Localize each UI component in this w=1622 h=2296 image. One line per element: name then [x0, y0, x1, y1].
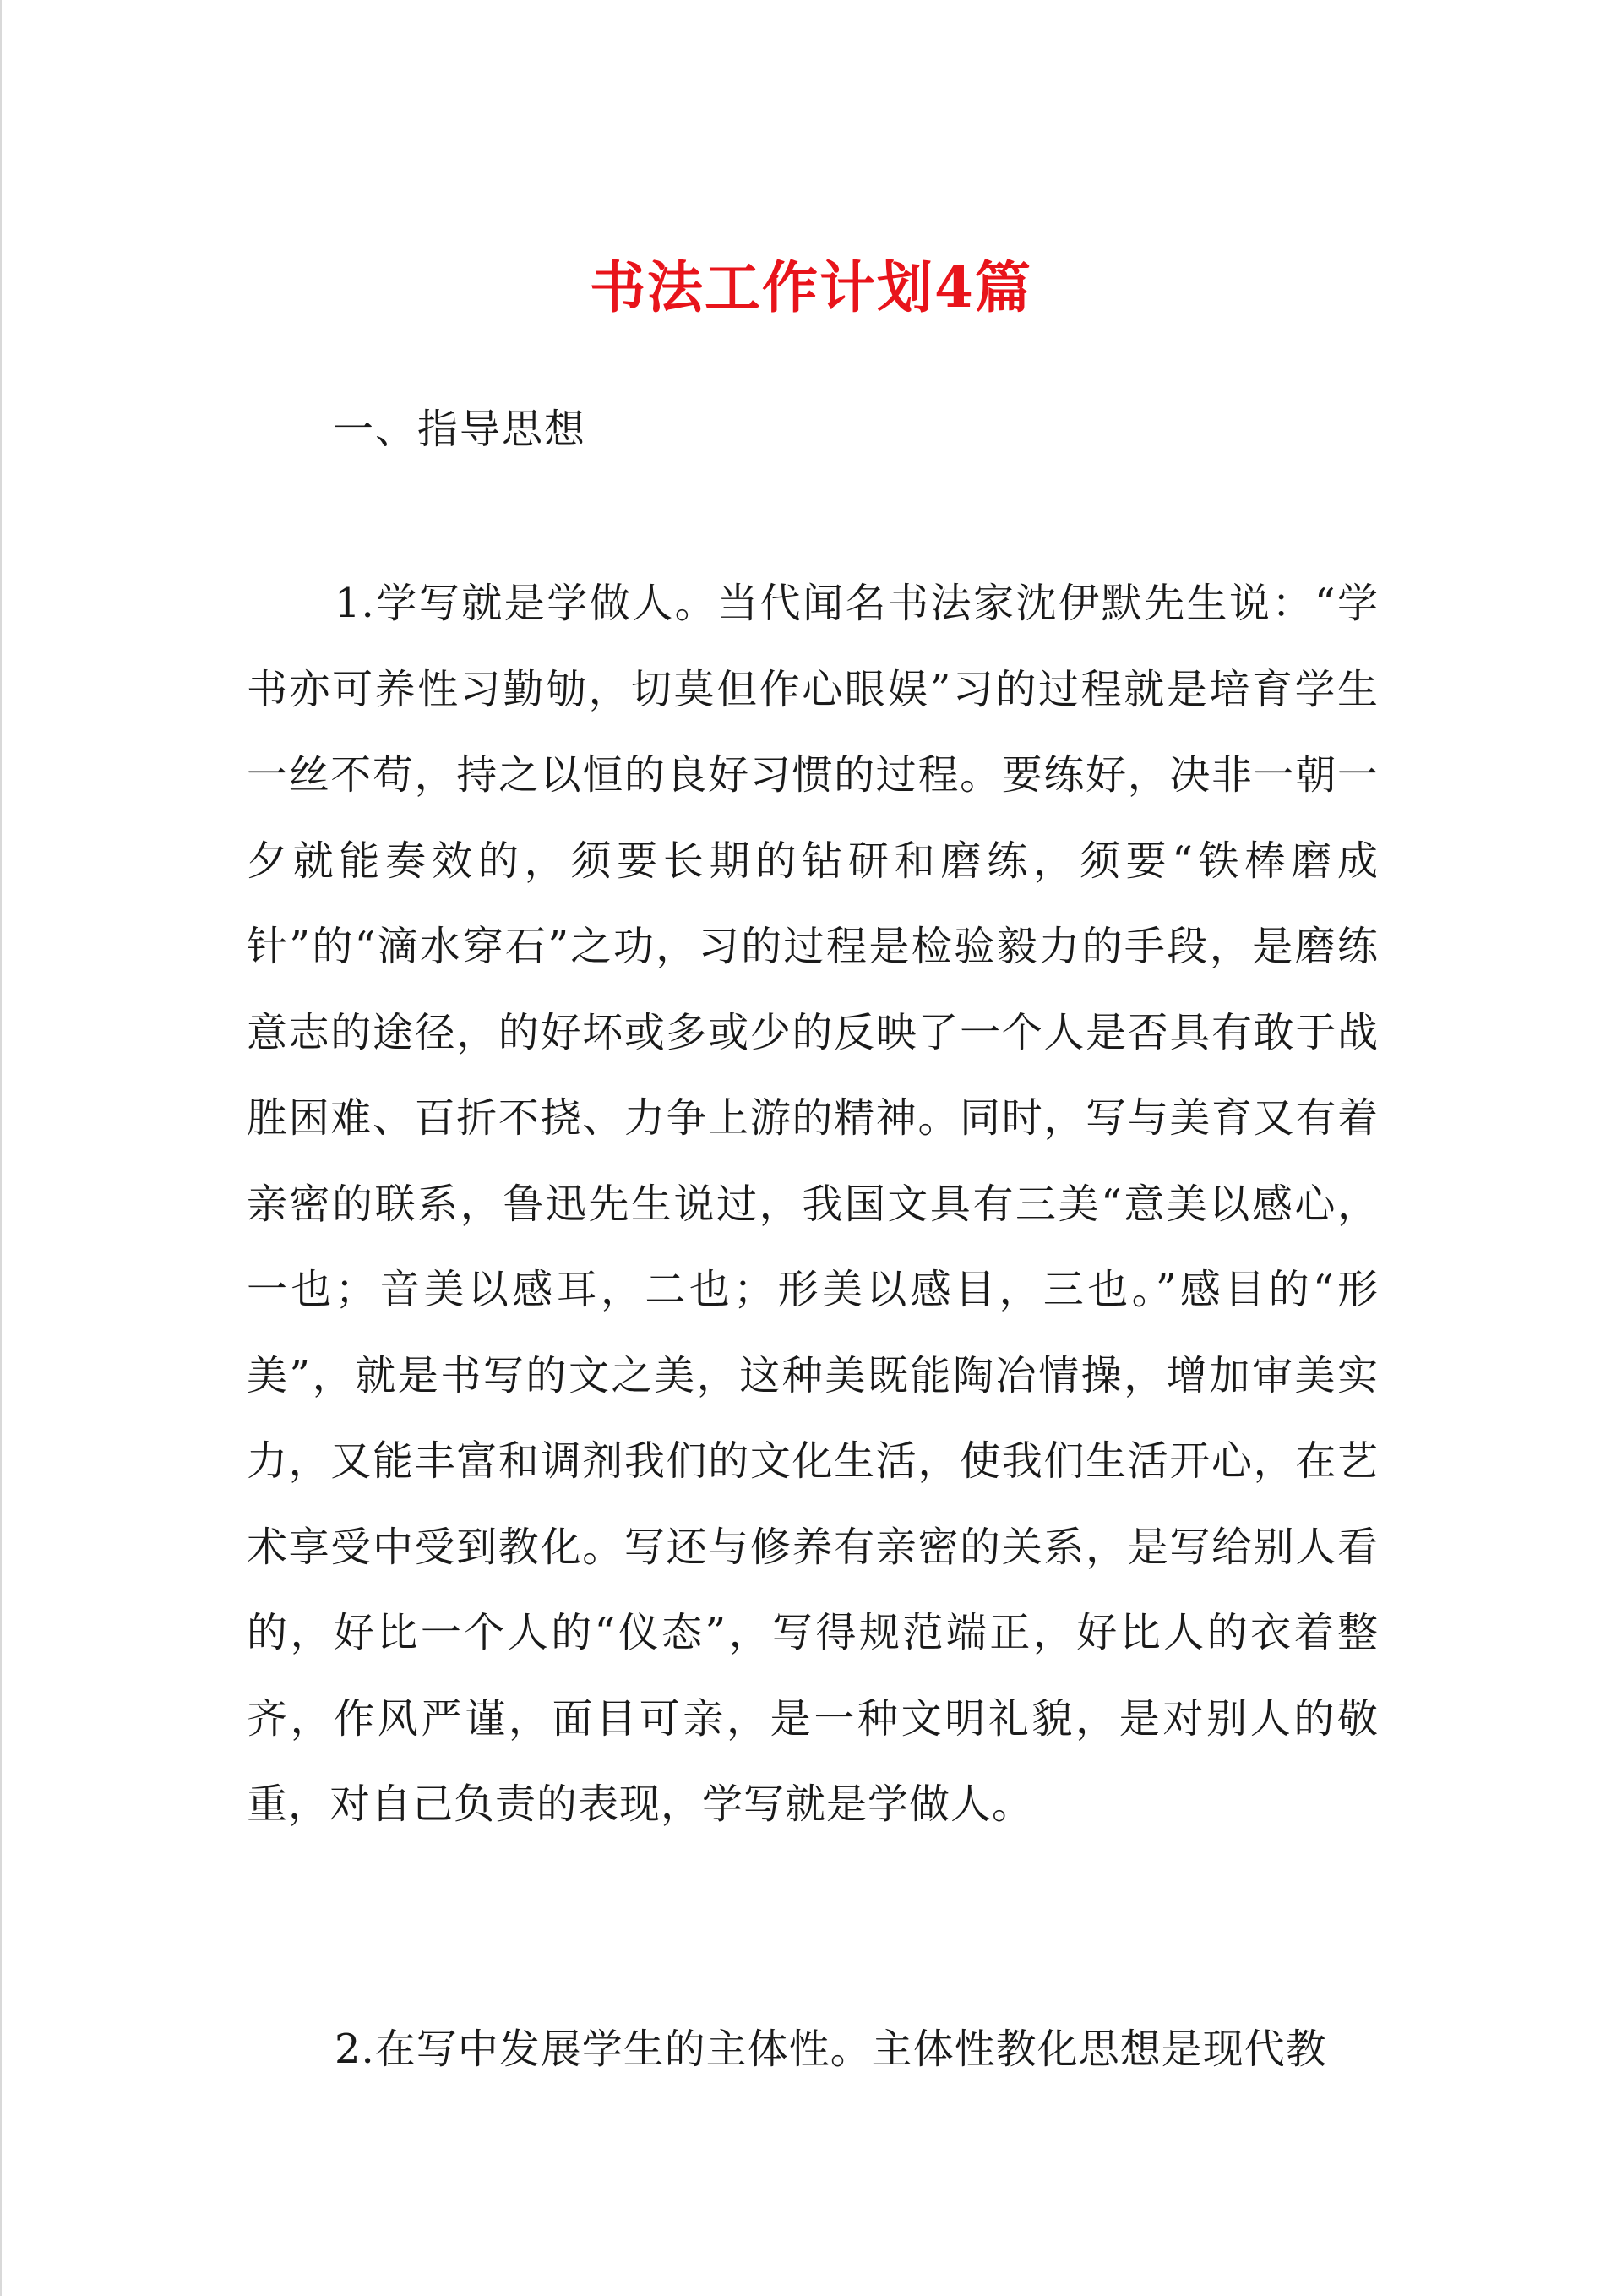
section-heading: 一、指导思想 [333, 406, 587, 453]
document-title: 书法工作计划4篇 [590, 254, 1032, 320]
page-edge-divider [0, 0, 2, 2296]
body-paragraph-2: 2.在写中发展学生的主体性。主体性教化思想是现代教 [335, 2026, 1327, 2073]
body-paragraph-1: 1.学写就是学做人。当代闻名书法家沈伊默先生说：“学书亦可养性习勤劬，切莫但作心眼娱”习的过程就是培育学生一丝不苟，持之以恒的良好习惯的过程。要练好，决非一朝一夕就能奏效的，须要长期的钻研和磨练，须要“铁棒磨成针”的“滴水穿石”之功，习的过程是检验毅力的手段，是磨练意志的途径，的好坏或多或少的反映了一个人是否具有敢于战胜困难、百折不挠、力争上游的精神。同时，写与美育又有着亲密的联系，鲁迅先生说过，我国文具有三美“意美以感心，一也；音美以感耳，二也；形美以感目，三也。”感目的“形美”，就是书写的文之美，这种美既能陶冶情操，增加审美实力，又能丰富和调剂我们的文化生活，使我们生活开心，在艺术享受中受到教化。写还与修养有亲密的关系，是写给别人看的，好比一个人的“仪态”，写得规范端正，好比人的衣着整齐，作风严谨，面目可亲，是一种文明礼貌，是对别人的敬重，对自己负责的表现，学写就是学做人。 [247, 580, 1379, 1828]
